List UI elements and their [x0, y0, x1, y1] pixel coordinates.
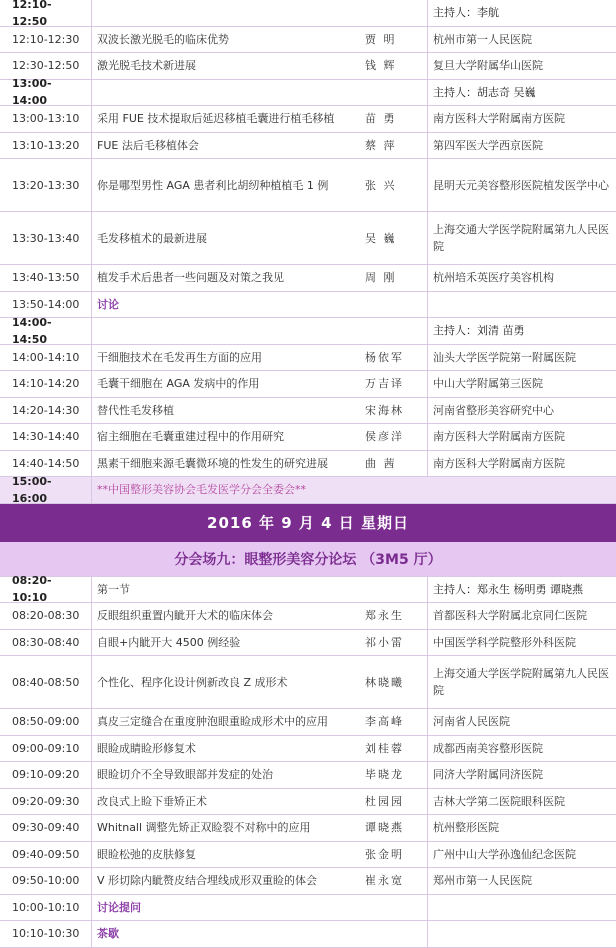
speaker-cell	[360, 868, 428, 894]
title-cell-text: 茶歇	[97, 927, 119, 941]
time-cell	[0, 315, 92, 346]
institution-cell	[428, 577, 616, 603]
time-cell-text: 14:00-14:50	[12, 315, 52, 346]
institution-cell-text: 中山大学附属第三医院	[433, 377, 543, 391]
schedule-row	[0, 424, 616, 451]
speaker-cell-text: 刘桂蓉	[365, 741, 404, 755]
title-cell-text: FUE 法后毛移植体会	[97, 138, 199, 152]
time-cell	[0, 709, 92, 735]
institution-cell	[428, 842, 616, 868]
date-banner: 2016 年 9 月 4 日 星期日	[0, 504, 616, 542]
institution-cell	[428, 159, 616, 211]
time-cell	[0, 371, 92, 397]
speaker-cell	[360, 398, 428, 424]
title-cell	[92, 603, 360, 629]
speaker-cell	[360, 318, 428, 344]
speaker-cell-text: 祁小雷	[365, 635, 404, 649]
speaker-cell	[360, 630, 428, 656]
institution-cell	[428, 292, 616, 318]
schedule-row	[0, 451, 616, 478]
title-cell-text: 黑素干细胞来源毛囊微环境的性发生的研究进展	[97, 456, 328, 470]
institution-cell-text: 第四军医大学西京医院	[433, 138, 543, 152]
time-cell	[0, 474, 92, 505]
title-cell	[92, 80, 360, 106]
time-cell	[0, 736, 92, 762]
time-cell-text: 13:50-14:00	[12, 297, 80, 311]
schedule-row	[0, 603, 616, 630]
speaker-cell-text: 万吉译	[365, 377, 404, 391]
institution-cell-text: 首都医科大学附属北京同仁医院	[433, 609, 587, 623]
institution-cell	[428, 53, 616, 79]
title-cell-text: 植发手术后患者一些问题及对策之我见	[97, 271, 284, 285]
institution-cell-text: 中国医学科学院整形外科医院	[433, 635, 576, 649]
title-cell-text: 你是哪型男性 AGA 患者利比胡纫种植植毛 1 例	[97, 178, 329, 192]
time-cell	[0, 603, 92, 629]
time-cell-text: 13:30-13:40	[12, 231, 80, 245]
time-cell-text: 10:00-10:10	[12, 900, 80, 914]
speaker-cell	[360, 895, 428, 921]
institution-cell	[428, 0, 616, 26]
title-cell	[92, 0, 360, 26]
speaker-cell-text: 谭晓燕	[365, 821, 404, 835]
title-cell	[92, 345, 360, 371]
time-cell	[0, 133, 92, 159]
title-cell	[92, 895, 360, 921]
speaker-cell-text: 钱 辉	[365, 59, 397, 73]
title-cell	[92, 265, 360, 291]
time-cell-text: 14:40-14:50	[12, 456, 80, 470]
time-cell	[0, 762, 92, 788]
institution-cell-text: 广州中山大学孙逸仙纪念医院	[433, 847, 576, 861]
schedule-row	[0, 789, 616, 816]
institution-cell-text: 河南省整形美容研究中心	[433, 403, 554, 417]
time-cell	[0, 345, 92, 371]
title-cell-text: 真皮三定缝合在重度肿泡眼重睑成形术中的应用	[97, 715, 328, 729]
speaker-cell-text: 侯彦洋	[365, 430, 404, 444]
speaker-cell	[360, 603, 428, 629]
time-cell-text: 13:00-13:10	[12, 112, 80, 126]
speaker-cell-text: 曲 茜	[365, 456, 397, 470]
speaker-cell-text: 宋海林	[365, 403, 404, 417]
institution-cell	[428, 603, 616, 629]
institution-cell	[428, 212, 616, 264]
institution-cell-text: 杭州培禾英医疗美容机构	[433, 271, 554, 285]
institution-cell	[428, 630, 616, 656]
institution-cell	[428, 921, 616, 947]
speaker-cell	[360, 656, 428, 708]
speaker-cell-text: 苗 勇	[365, 112, 397, 126]
institution-cell-text: 上海交通大学医学院附属第九人民医院	[433, 667, 609, 697]
title-cell	[92, 789, 360, 815]
schedule-row	[0, 398, 616, 425]
time-cell-text: 14:30-14:40	[12, 430, 80, 444]
institution-cell-text: 昆明天元美容整形医院植发医学中心	[433, 178, 609, 192]
time-cell-text: 09:50-10:00	[12, 874, 80, 888]
institution-cell-text: 杭州整形医院	[433, 821, 499, 835]
speaker-cell	[360, 53, 428, 79]
speaker-cell-text: 杜园园	[365, 794, 404, 808]
institution-cell	[428, 345, 616, 371]
time-cell	[0, 656, 92, 708]
time-cell	[0, 815, 92, 841]
institution-cell-text: 河南省人民医院	[433, 715, 510, 729]
time-cell	[0, 159, 92, 211]
speaker-cell	[360, 212, 428, 264]
schedule-row	[0, 574, 616, 605]
title-cell-text: 讨论	[97, 297, 119, 311]
time-cell	[0, 265, 92, 291]
speaker-cell	[360, 424, 428, 450]
time-cell	[0, 630, 92, 656]
schedule-row	[0, 630, 616, 657]
time-cell-text: 13:40-13:50	[12, 271, 80, 285]
institution-cell	[428, 709, 616, 735]
speaker-cell-text: 张 兴	[365, 178, 397, 192]
speaker-cell	[360, 921, 428, 947]
schedule-row	[0, 77, 616, 108]
schedule-row	[0, 656, 616, 709]
institution-cell-text: 同济大学附属同济医院	[433, 768, 543, 782]
institution-cell-text: 主持人：郑永生 杨明勇 谭晓燕	[433, 582, 583, 596]
speaker-cell	[360, 0, 428, 26]
title-cell-text: 干细胞技术在毛发再生方面的应用	[97, 350, 262, 364]
title-cell	[92, 292, 360, 318]
speaker-cell	[360, 451, 428, 477]
schedule-row	[0, 371, 616, 398]
speaker-cell	[360, 815, 428, 841]
speaker-cell	[360, 345, 428, 371]
time-cell	[0, 398, 92, 424]
speaker-cell-text: 蔡 萍	[365, 138, 397, 152]
institution-cell	[428, 736, 616, 762]
time-cell	[0, 77, 92, 108]
speaker-cell-text: 毕晓龙	[365, 768, 404, 782]
schedule-row	[0, 474, 616, 505]
institution-cell-text: 南方医科大学附属南方医院	[433, 430, 565, 444]
speaker-cell	[360, 106, 428, 132]
institution-cell	[428, 106, 616, 132]
time-cell-text: 08:20-08:30	[12, 609, 80, 623]
title-cell-text: 眼睑松弛的皮肤修复	[97, 847, 196, 861]
title-cell	[92, 477, 616, 503]
title-cell	[92, 762, 360, 788]
speaker-cell	[360, 265, 428, 291]
time-cell	[0, 0, 92, 26]
time-cell-text: 10:10-10:30	[12, 927, 80, 941]
title-cell	[92, 159, 360, 211]
time-cell-text: 13:00-14:00	[12, 77, 52, 108]
title-cell	[92, 736, 360, 762]
time-cell	[0, 212, 92, 264]
title-cell	[92, 53, 360, 79]
speaker-cell	[360, 762, 428, 788]
institution-cell	[428, 656, 616, 708]
time-cell-text: 09:30-09:40	[12, 821, 80, 835]
institution-cell-text: 主持人：胡志奇 吴巍	[433, 85, 536, 99]
title-cell	[92, 868, 360, 894]
title-cell	[92, 398, 360, 424]
speaker-cell	[360, 736, 428, 762]
speaker-cell	[360, 27, 428, 53]
time-cell-text: 09:20-09:30	[12, 794, 80, 808]
time-cell	[0, 842, 92, 868]
schedule-row	[0, 315, 616, 346]
institution-cell	[428, 133, 616, 159]
day2-section	[0, 574, 616, 948]
institution-cell-text: 吉林大学第二医院眼科医院	[433, 794, 565, 808]
title-cell-text: 个性化、程序化设计例新改良 Z 成形术	[97, 675, 288, 689]
schedule-row	[0, 133, 616, 160]
time-cell-text: 08:20-10:10	[12, 574, 52, 605]
time-cell-text: 15:00-16:00	[12, 474, 52, 505]
time-cell-text: 12:30-12:50	[12, 59, 80, 73]
title-cell-text: 采用 FUE 技术提取后延迟移植毛囊进行植毛移植	[97, 112, 335, 126]
schedule-row	[0, 53, 616, 80]
title-cell	[92, 371, 360, 397]
title-cell	[92, 106, 360, 132]
institution-cell-text: 南方医科大学附属南方医院	[433, 456, 565, 470]
time-cell	[0, 921, 92, 947]
schedule-row	[0, 736, 616, 763]
title-cell-text: **中国整形美容协会毛发医学分会全委会**	[97, 483, 306, 497]
speaker-cell-text: 周 刚	[365, 271, 397, 285]
time-cell-text: 13:20-13:30	[12, 178, 80, 192]
title-cell-text: 毛囊干细胞在 AGA 发病中的作用	[97, 377, 260, 391]
speaker-cell	[360, 577, 428, 603]
institution-cell	[428, 424, 616, 450]
speaker-cell-text: 杨依军	[365, 350, 404, 364]
title-cell	[92, 577, 360, 603]
title-cell-text: 替代性毛发移植	[97, 403, 174, 417]
institution-cell-text: 成都西南美容整形医院	[433, 741, 543, 755]
speaker-cell	[360, 80, 428, 106]
title-cell-text: V 形切除内眦赘皮结合埋线成形双重睑的体会	[97, 874, 318, 888]
time-cell-text: 12:10-12:30	[12, 32, 80, 46]
time-cell-text: 09:10-09:20	[12, 768, 80, 782]
schedule-row	[0, 27, 616, 54]
title-cell-text: 自眼+内眦开大 4500 例经验	[97, 635, 241, 649]
schedule-row	[0, 265, 616, 292]
time-cell-text: 13:10-13:20	[12, 138, 80, 152]
time-cell-text: 08:30-08:40	[12, 635, 80, 649]
time-cell-text: 14:20-14:30	[12, 403, 80, 417]
time-cell	[0, 574, 92, 605]
title-cell-text: 改良式上睑下垂矫正术	[97, 794, 207, 808]
title-cell-text: 双波长激光脱毛的临床优势	[97, 32, 229, 46]
session-banner: 分会场九：眼整形美容分论坛 （3M5 厅）	[0, 542, 616, 577]
speaker-cell-text: 崔永宽	[365, 874, 404, 888]
time-cell-text: 14:10-14:20	[12, 377, 80, 391]
speaker-cell	[360, 789, 428, 815]
time-cell-text: 08:40-08:50	[12, 675, 80, 689]
institution-cell	[428, 27, 616, 53]
speaker-cell	[360, 159, 428, 211]
title-cell	[92, 424, 360, 450]
schedule-row	[0, 842, 616, 869]
speaker-cell-text: 林晓曦	[365, 675, 404, 689]
time-cell	[0, 424, 92, 450]
time-cell	[0, 789, 92, 815]
schedule-row	[0, 815, 616, 842]
institution-cell-text: 汕头大学医学院第一附属医院	[433, 350, 576, 364]
title-cell-text: 第一节	[97, 582, 130, 596]
speaker-cell-text: 郑永生	[365, 609, 404, 623]
title-cell-text: 激光脱毛技术新进展	[97, 59, 196, 73]
title-cell	[92, 318, 360, 344]
title-cell-text: 毛发移植术的最新进展	[97, 231, 207, 245]
time-cell	[0, 895, 92, 921]
time-cell-text: 14:00-14:10	[12, 350, 80, 364]
speaker-cell	[360, 371, 428, 397]
speaker-cell	[360, 842, 428, 868]
title-cell	[92, 842, 360, 868]
time-cell-text: 09:00-09:10	[12, 741, 80, 755]
speaker-cell-text: 李高峰	[365, 715, 404, 729]
title-cell	[92, 921, 360, 947]
schedule-row	[0, 895, 616, 922]
schedule-row	[0, 0, 616, 27]
title-cell-text: 眼睑切介不全导致眼部并发症的处治	[97, 768, 273, 782]
title-cell-text: 讨论提问	[97, 900, 141, 914]
title-cell-text: 反眼组织重置内眦开大术的临床体会	[97, 609, 273, 623]
institution-cell	[428, 318, 616, 344]
time-cell	[0, 27, 92, 53]
institution-cell-text: 南方医科大学附属南方医院	[433, 112, 565, 126]
time-cell	[0, 106, 92, 132]
schedule-row	[0, 868, 616, 895]
institution-cell	[428, 815, 616, 841]
institution-cell	[428, 895, 616, 921]
institution-cell-text: 杭州市第一人民医院	[433, 32, 532, 46]
schedule-row	[0, 709, 616, 736]
title-cell	[92, 451, 360, 477]
speaker-cell-text: 贾 明	[365, 32, 397, 46]
title-cell-text: 眼睑成睛睑形修复术	[97, 741, 196, 755]
schedule-row	[0, 159, 616, 212]
title-cell-text: Whitnall 调整先矫正双睑裂不对称中的应用	[97, 821, 311, 835]
schedule-row	[0, 106, 616, 133]
institution-cell	[428, 789, 616, 815]
time-cell-text: 09:40-09:50	[12, 847, 80, 861]
speaker-cell-text: 吴 巍	[365, 231, 397, 245]
institution-cell	[428, 80, 616, 106]
institution-cell-text: 主持人：李航	[433, 6, 499, 20]
institution-cell-text: 主持人：刘清 苗勇	[433, 324, 525, 338]
schedule-row	[0, 921, 616, 948]
speaker-cell	[360, 709, 428, 735]
institution-cell-text: 郑州市第一人民医院	[433, 874, 532, 888]
title-cell-text: 宿主细胞在毛囊重建过程中的作用研究	[97, 430, 284, 444]
institution-cell-text: 上海交通大学医学院附属第九人民医院	[433, 223, 609, 253]
title-cell	[92, 709, 360, 735]
title-cell	[92, 27, 360, 53]
title-cell	[92, 815, 360, 841]
schedule-row	[0, 212, 616, 265]
title-cell	[92, 212, 360, 264]
title-cell	[92, 133, 360, 159]
schedule-row	[0, 292, 616, 319]
time-cell-text: 08:50-09:00	[12, 715, 80, 729]
schedule-row	[0, 762, 616, 789]
institution-cell	[428, 265, 616, 291]
time-cell	[0, 868, 92, 894]
title-cell	[92, 656, 360, 708]
institution-cell	[428, 451, 616, 477]
institution-cell	[428, 371, 616, 397]
time-cell-text: 12:10-12:50	[12, 0, 52, 28]
speaker-cell	[360, 133, 428, 159]
schedule-row	[0, 345, 616, 372]
institution-cell	[428, 398, 616, 424]
institution-cell-text: 复旦大学附属华山医院	[433, 59, 543, 73]
institution-cell	[428, 762, 616, 788]
institution-cell	[428, 868, 616, 894]
title-cell	[92, 630, 360, 656]
speaker-cell	[360, 292, 428, 318]
speaker-cell-text: 张金明	[365, 847, 404, 861]
